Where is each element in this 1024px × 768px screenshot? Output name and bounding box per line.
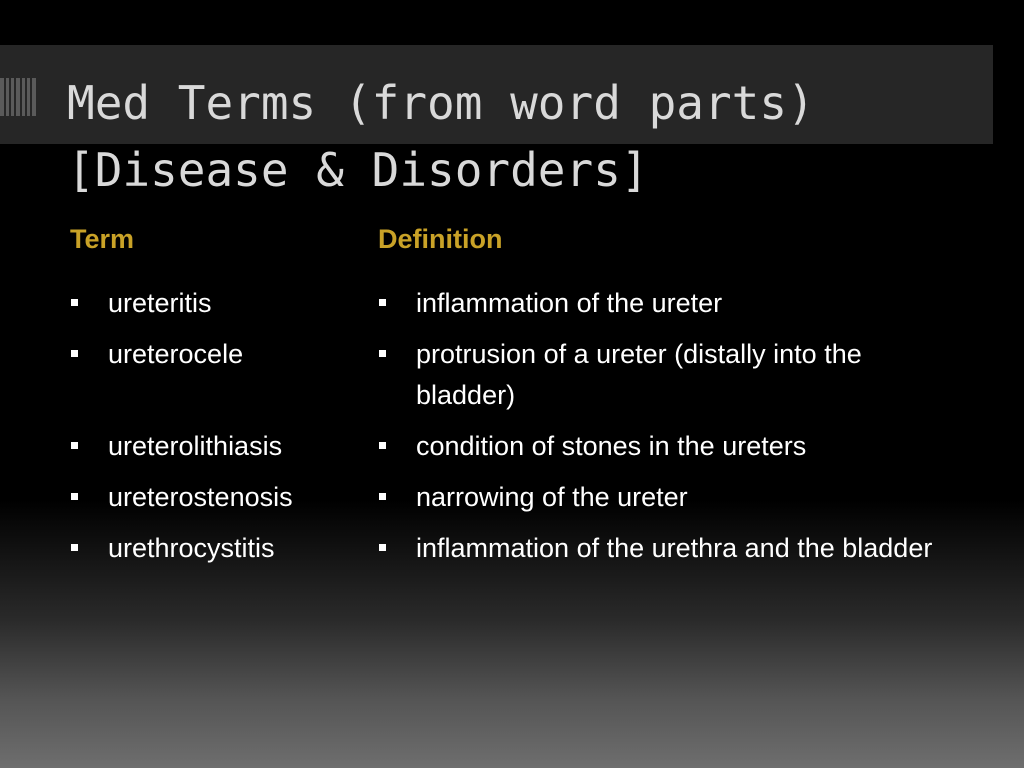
- definition-text: protrusion of a ureter (distally into the bladder): [416, 339, 862, 410]
- term-item: [70, 283, 293, 334]
- square-bullet-icon: [71, 299, 78, 306]
- term-text: ureterolithiasis: [108, 431, 283, 461]
- definition-item: [378, 334, 961, 426]
- definition-item: [378, 477, 961, 528]
- term-column: [70, 220, 360, 563]
- square-bullet-icon: [379, 350, 386, 357]
- definition-text: condition of stones in the ureters: [416, 431, 807, 461]
- term-text: ureteritis: [108, 288, 212, 318]
- square-bullet-icon: [71, 493, 78, 500]
- term-list: [70, 283, 293, 579]
- definition-text: inflammation of the urethra and the bladder: [416, 533, 933, 563]
- definition-column: [378, 220, 978, 563]
- square-bullet-icon: [379, 299, 386, 306]
- slide-title-line-1: Med Terms (from word parts): [67, 76, 815, 130]
- square-bullet-icon: [71, 442, 78, 449]
- title-stripes-decoration: [0, 78, 36, 116]
- term-item: [70, 477, 293, 528]
- square-bullet-icon: [71, 350, 78, 357]
- definition-text: narrowing of the ureter: [416, 482, 688, 512]
- term-text: ureterostenosis: [108, 482, 293, 512]
- slide-title: [67, 70, 815, 204]
- term-text: urethrocystitis: [108, 533, 275, 563]
- definition-item: [378, 283, 961, 334]
- definition-text: inflammation of the ureter: [416, 288, 723, 318]
- definition-item: [378, 426, 961, 477]
- square-bullet-icon: [71, 544, 78, 551]
- term-text: ureterocele: [108, 339, 244, 369]
- definition-item: [378, 528, 936, 620]
- square-bullet-icon: [379, 544, 386, 551]
- slide-title-line-2: [Disease & Disorders]: [67, 143, 649, 197]
- term-item: [70, 528, 293, 579]
- square-bullet-icon: [379, 493, 386, 500]
- square-bullet-icon: [379, 442, 386, 449]
- term-item: [70, 334, 293, 426]
- definition-list: [378, 283, 961, 620]
- definition-column-header: Definition: [378, 224, 503, 254]
- term-item: [70, 426, 293, 477]
- term-column-header: Term: [70, 224, 135, 254]
